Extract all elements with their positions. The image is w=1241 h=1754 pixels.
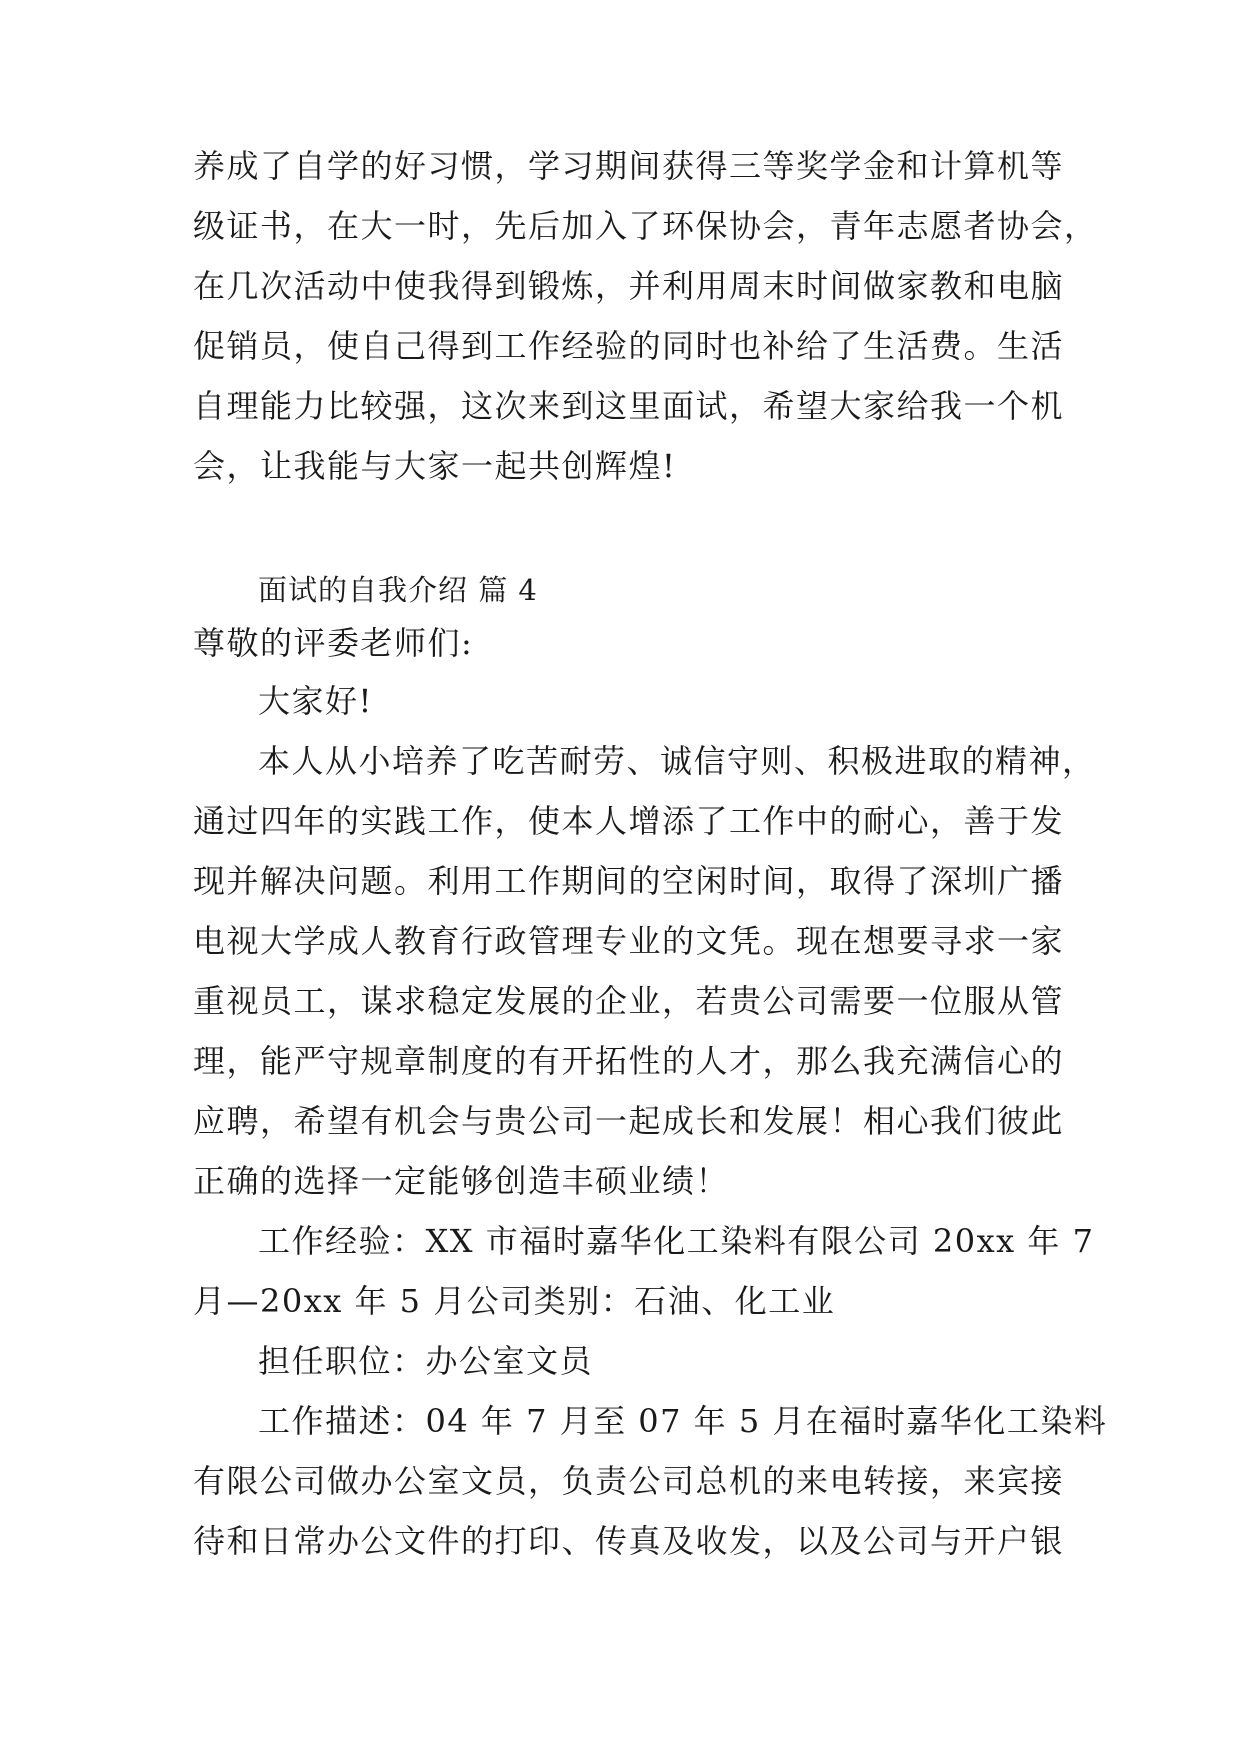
paragraph-line: 正确的选择一定能够创造丰硕业绩！ <box>193 1162 730 1200</box>
work-experience-line: 月—20xx 年 5 月公司类别：石油、化工业 <box>193 1282 836 1320</box>
work-description-line: 工作描述：04 年 7 月至 07 年 5 月在福时嘉华化工染料 <box>258 1402 1108 1440</box>
paragraph-line: 现并解决问题。利用工作期间的空闲时间，取得了深圳广播 <box>193 862 1065 900</box>
work-description-line: 有限公司做办公室文员，负责公司总机的来电转接，来宾接 <box>193 1462 1065 1500</box>
paragraph-line: 本人从小培养了吃苦耐劳、诚信守则、积极进取的精神， <box>258 742 1096 780</box>
section-title: 面试的自我介绍 篇 4 <box>258 573 538 607</box>
greeting: 大家好! <box>258 682 373 720</box>
paragraph-line: 级证书，在大一时，先后加入了环保协会，青年志愿者协会， <box>193 207 1098 245</box>
paragraph-line: 电视大学成人教育行政管理专业的文凭。现在想要寻求一家 <box>193 922 1065 960</box>
paragraph-line: 在几次活动中使我得到锻炼，并利用周末时间做家教和电脑 <box>193 267 1065 305</box>
paragraph-line: 理，能严守规章制度的有开拓性的人才，那么我充满信心的 <box>193 1042 1065 1080</box>
paragraph-line: 通过四年的实践工作，使本人增添了工作中的耐心，善于发 <box>193 802 1065 840</box>
salutation: 尊敬的评委老师们: <box>193 624 474 662</box>
work-description-line: 待和日常办公文件的打印、传真及收发，以及公司与开户银 <box>193 1522 1065 1560</box>
paragraph-line: 重视员工，谋求稳定发展的企业，若贵公司需要一位服从管 <box>193 982 1065 1020</box>
position-line: 担任职位：办公室文员 <box>258 1342 594 1380</box>
paragraph-line: 应聘，希望有机会与贵公司一起成长和发展！相心我们彼此 <box>193 1102 1065 1140</box>
paragraph-line: 自理能力比较强，这次来到这里面试，希望大家给我一个机 <box>193 387 1065 425</box>
paragraph-line: 促销员，使自己得到工作经验的同时也补给了生活费。生活 <box>193 327 1065 365</box>
paragraph-line: 养成了自学的好习惯，学习期间获得三等奖学金和计算机等 <box>193 147 1065 185</box>
work-experience-line: 工作经验：XX 市福时嘉华化工染料有限公司 20xx 年 7 <box>258 1222 1095 1260</box>
paragraph-line: 会，让我能与大家一起共创辉煌! <box>193 447 677 485</box>
